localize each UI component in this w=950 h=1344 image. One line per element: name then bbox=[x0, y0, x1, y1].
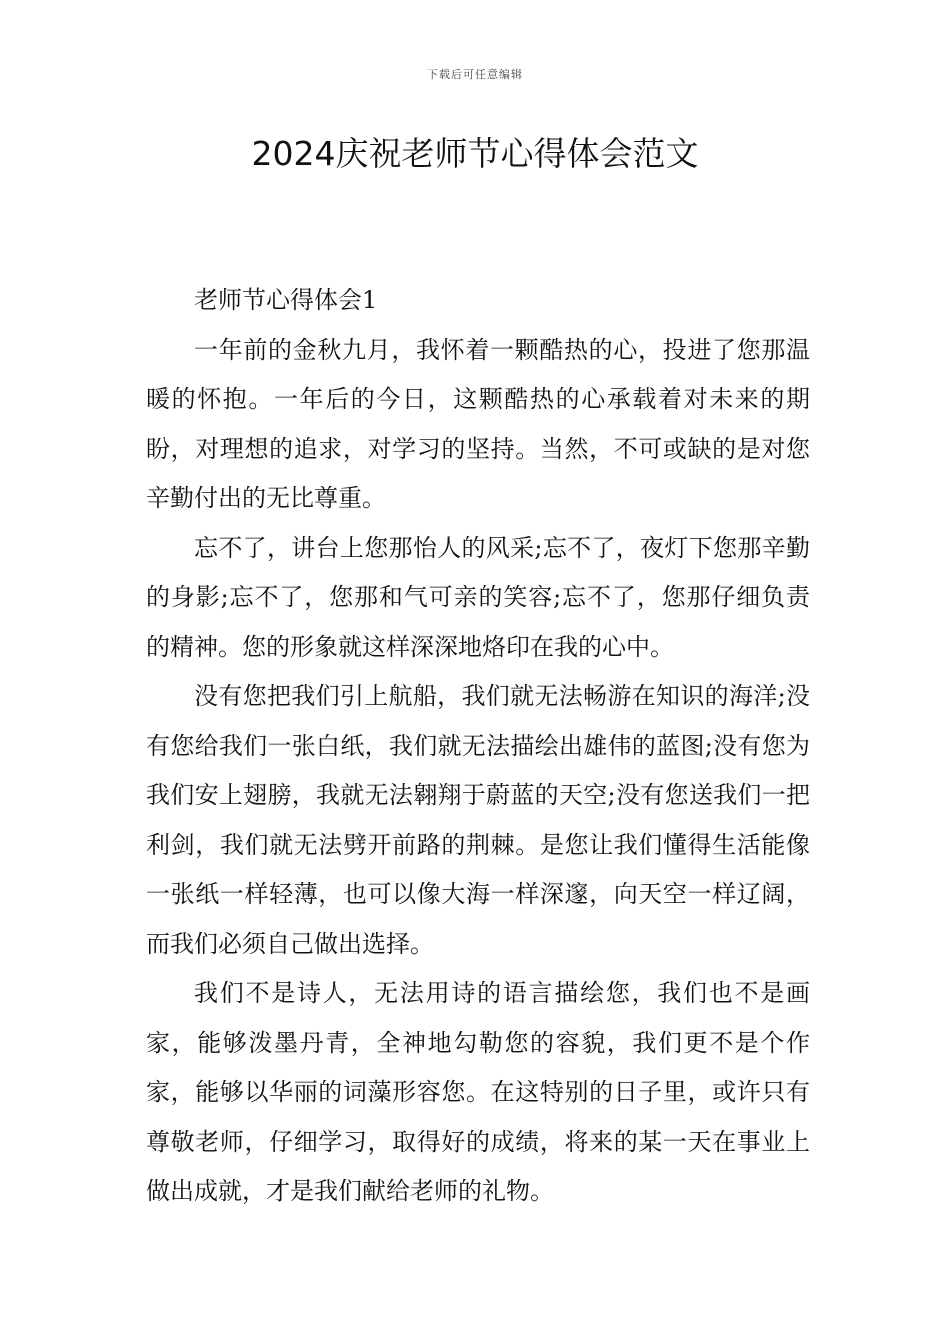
paragraph-2: 忘不了，讲台上您那怡人的风采;忘不了，夜灯下您那辛勤的身影;忘不了，您那和气可亲的笑容;忘不了，您那仔细负责的精神。您的形象就这样深深地烙印在我的心中。 bbox=[146, 533, 810, 661]
document-body bbox=[146, 276, 810, 1217]
document-title: 2024庆祝老师节心得体会范文 bbox=[251, 134, 699, 173]
paragraph-3: 没有您把我们引上航船，我们就无法畅游在知识的海洋;没有您给我们一张白纸，我们就无法描绘出雄伟的蓝图;没有您为我们安上翅膀，我就无法翱翔于蔚蓝的天空;没有您送我们一把利剑，我们就无法劈开前路的荆棘。是您让我们懂得生活能像一张纸一样轻薄，也可以像大海一样深邃，向天空一样辽阔，而我们必须自己做出选择。 bbox=[146, 682, 810, 958]
header-note: 下载后可任意编辑 bbox=[427, 68, 523, 81]
paragraph-1: 一年前的金秋九月，我怀着一颗酷热的心，投进了您那温暖的怀抱。一年后的今日，这颗酷热的心承载着对未来的期盼，对理想的追求，对学习的坚持。当然，不可或缺的是对您辛勤付出的无比尊重。 bbox=[146, 335, 810, 512]
paragraph-4: 我们不是诗人，无法用诗的语言描绘您，我们也不是画家，能够泼墨丹青，全神地勾勒您的容貌，我们更不是个作家，能够以华丽的词藻形容您。在这特别的日子里，或许只有尊敬老师，仔细学习，取得好的成绩，将来的某一天在事业上做出成就，才是我们献给老师的礼物。 bbox=[146, 979, 810, 1205]
section-heading: 老师节心得体会1 bbox=[194, 286, 378, 314]
